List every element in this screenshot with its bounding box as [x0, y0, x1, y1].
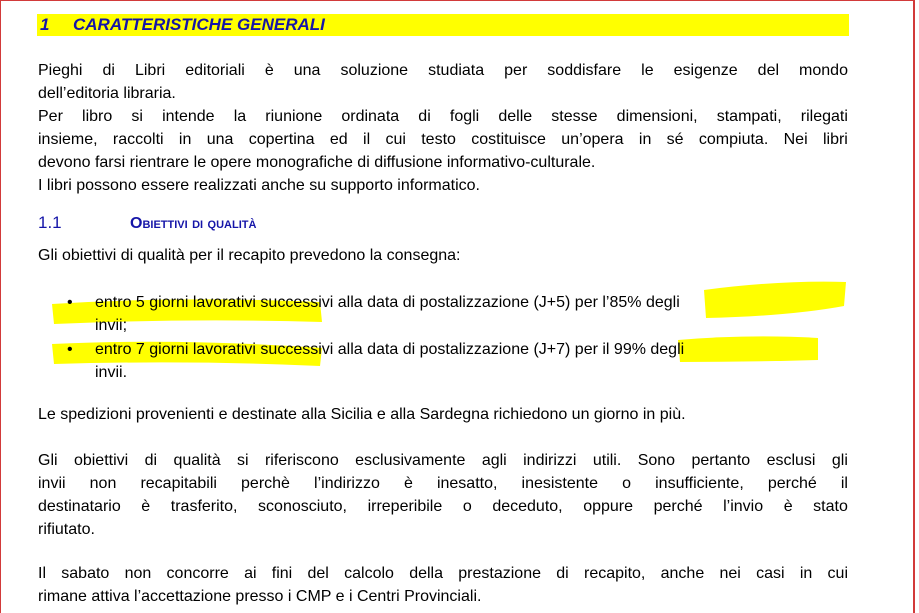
addresses-paragraph	[38, 449, 848, 541]
bullet-text: entro 7 giorni lavorativi successivi alla data di postalizzazione (J+7) per il 99% degli	[95, 341, 685, 358]
word: editoriali	[185, 62, 245, 79]
word: recapito,	[583, 565, 646, 582]
word: perché	[767, 475, 817, 492]
word: esclusi	[766, 452, 816, 469]
word: compiuta.	[698, 131, 769, 148]
word: cui	[827, 565, 848, 582]
word: insieme,	[38, 131, 98, 148]
saturday-line-1	[38, 562, 848, 585]
word: libri	[822, 131, 848, 148]
word: raccolti	[112, 131, 164, 148]
word: calcolo	[344, 565, 394, 582]
bullet-text-continued: invii.	[95, 364, 128, 381]
word: non	[124, 565, 152, 582]
word: una	[206, 131, 234, 148]
word: di	[102, 62, 115, 79]
word: ai	[244, 565, 257, 582]
word: sconosciuto,	[258, 498, 347, 515]
word: di	[556, 565, 569, 582]
word: intende	[162, 108, 215, 125]
word: oppure	[583, 498, 634, 515]
word: esigenze	[673, 62, 738, 79]
section-number: 1	[40, 15, 50, 34]
word: Pieghi	[38, 62, 83, 79]
word: costituisce	[471, 131, 546, 148]
word: insufficiente,	[655, 475, 744, 492]
word: copertina	[248, 131, 315, 148]
word: il	[840, 475, 848, 492]
word: prestazione	[458, 565, 541, 582]
word: stesse	[551, 108, 598, 125]
word: le	[641, 62, 654, 79]
word: il	[363, 131, 371, 148]
addresses-line-1	[38, 449, 848, 472]
marker-stroke-2b	[678, 336, 818, 362]
word: utili.	[592, 452, 622, 469]
word: studiata	[428, 62, 485, 79]
word: gli	[831, 452, 848, 469]
word: ed	[329, 131, 348, 148]
word: concorre	[166, 565, 229, 582]
word: Nei	[783, 131, 808, 148]
word: Il	[38, 565, 46, 582]
word: sé	[666, 131, 684, 148]
word: inesistente	[521, 475, 599, 492]
word: riferiscono	[264, 452, 339, 469]
word: un’opera	[561, 131, 624, 148]
word: Sono	[637, 452, 676, 469]
bullet-text: entro 5 giorni lavorativi successivi alla data di postalizzazione (J+5) per l’85% degli	[95, 294, 680, 311]
word: destinatario	[38, 498, 121, 515]
word: qualità	[173, 452, 221, 469]
word: cui	[385, 131, 406, 148]
word: in	[799, 565, 813, 582]
word: è	[783, 498, 793, 515]
word: invii	[38, 475, 66, 492]
word: obiettivi	[73, 452, 129, 469]
word: pertanto	[691, 452, 751, 469]
word: soddisfare	[547, 62, 622, 79]
word: inesatto,	[436, 475, 498, 492]
word: di	[418, 108, 431, 125]
word: si	[131, 108, 143, 125]
bullet-dot: •	[67, 294, 73, 311]
word: casi	[756, 565, 785, 582]
word: o	[462, 498, 472, 515]
word: delle	[498, 108, 533, 125]
saturday-line-2: rimane attiva l’accettazione presso i CMP e i Centri Provinciali.	[38, 588, 482, 605]
word: ordinata	[341, 108, 400, 125]
word: trasferito,	[170, 498, 238, 515]
word: del	[307, 565, 329, 582]
word: anche	[660, 565, 705, 582]
word: riunione	[265, 108, 323, 125]
word: in	[638, 131, 652, 148]
word: una	[293, 62, 321, 79]
word: rilegati	[800, 108, 848, 125]
word: Libri	[134, 62, 166, 79]
word: esclusivamente	[355, 452, 466, 469]
word: stampati,	[716, 108, 782, 125]
word: recapitabili	[140, 475, 217, 492]
word: o	[622, 475, 632, 492]
bullet-text-continued: invii;	[95, 317, 128, 334]
word: non	[89, 475, 117, 492]
word: di	[144, 452, 158, 469]
word: del	[757, 62, 780, 79]
word: è	[264, 62, 274, 79]
section-title: CARATTERISTICHE GENERALI	[73, 15, 325, 34]
word: per	[504, 62, 528, 79]
word: Per	[38, 108, 63, 125]
subsection-number: 1.1	[38, 213, 62, 232]
word: deceduto,	[492, 498, 563, 515]
word: testo	[421, 131, 456, 148]
word: irreperibile	[367, 498, 443, 515]
word: fogli	[449, 108, 480, 125]
word: perchè	[241, 475, 290, 492]
word: Gli	[38, 452, 58, 469]
word: soluzione	[340, 62, 409, 79]
word: nei	[719, 565, 741, 582]
intro-line-5: devono farsi rientrare le opere monografiche di diffusione informativo-culturale.	[38, 154, 596, 171]
word: è	[403, 475, 413, 492]
intro-line-6: I libri possono essere realizzati anche su supporto informatico.	[38, 177, 480, 194]
objectives-intro: Gli obiettivi di qualità per il recapito prevedono la consegna:	[38, 247, 461, 264]
addresses-line-4: rifiutato.	[38, 521, 95, 538]
addresses-line-3	[38, 495, 848, 518]
word: agli	[481, 452, 507, 469]
word: dimensioni,	[616, 108, 698, 125]
word: sabato	[61, 565, 110, 582]
word: l’indirizzo	[314, 475, 380, 492]
saturday-paragraph	[38, 562, 848, 608]
word: si	[236, 452, 249, 469]
word: fini	[271, 565, 293, 582]
islands-note: Le spedizioni provenienti e destinate alla Sicilia e alla Sardegna richiedono un giorno in più.	[38, 406, 686, 423]
intro-line-2: dell’editoria libraria.	[38, 85, 176, 102]
subsection-title: Obiettivi di qualità	[130, 215, 257, 232]
word: mondo	[799, 62, 848, 79]
word: la	[233, 108, 247, 125]
word: della	[409, 565, 444, 582]
marker-stroke-1b	[704, 282, 846, 318]
bullet-dot: •	[67, 341, 73, 358]
word: perché	[653, 498, 703, 515]
word: l’invio	[723, 498, 764, 515]
word: stato	[813, 498, 848, 515]
word: indirizzi	[523, 452, 577, 469]
word: in	[178, 131, 192, 148]
word: è	[141, 498, 151, 515]
word: libro	[82, 108, 113, 125]
addresses-line-2	[38, 472, 848, 495]
